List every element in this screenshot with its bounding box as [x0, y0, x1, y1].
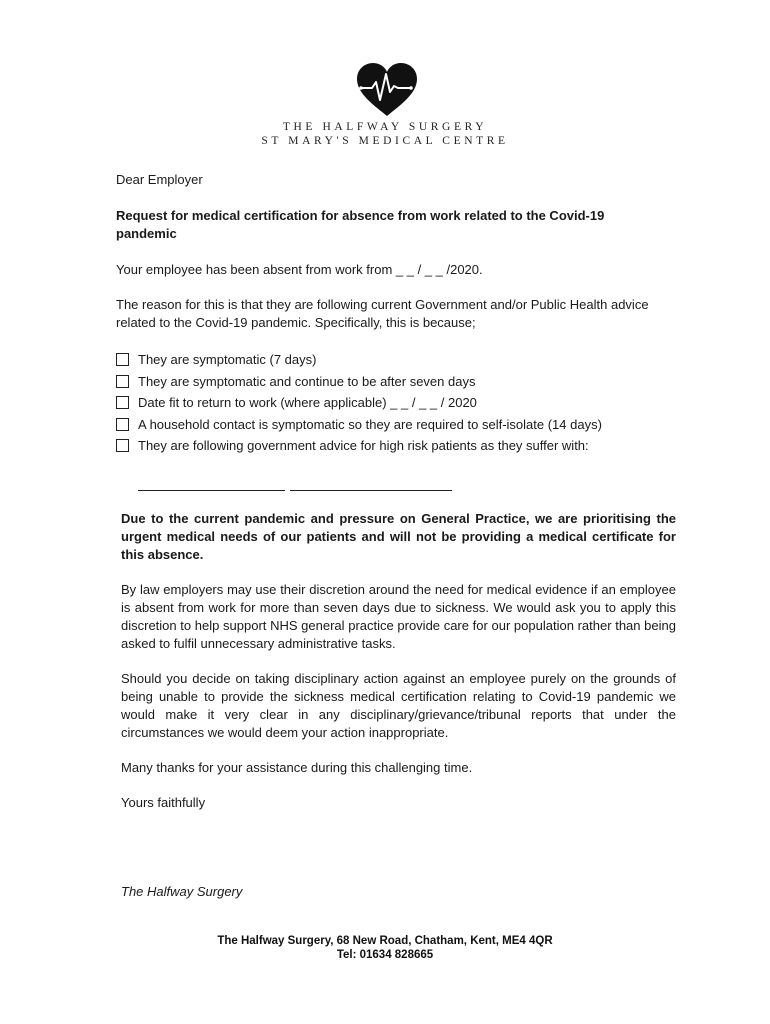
- org-subname: ST MARY'S MEDICAL CENTRE: [261, 135, 509, 147]
- checklist-item: [116, 435, 602, 457]
- disciplinary-paragraph: Should you decide on taking disciplinary action against an employee purely on the grounds of being unable to provide the sickness medical certification relating to Covid-19 pandemic we would make it very clear in any disciplinary/grievance/tribunal reports that under the circumstances we would deem your action inappropriate.: [121, 671, 676, 740]
- checklist-label: They are symptomatic (7 days): [138, 352, 317, 368]
- subject-heading: Request for medical certification for absence from work related to the Covid-19 pandemic: [116, 208, 605, 241]
- checklist-item: [116, 349, 602, 371]
- checklist-item: [116, 371, 602, 393]
- checkbox-household-contact[interactable]: [116, 418, 129, 431]
- checkbox-symptomatic-continuing[interactable]: [116, 375, 129, 388]
- condition-blank-line-2[interactable]: [290, 490, 452, 491]
- footer-telephone: Tel: 01634 828665: [336, 949, 434, 961]
- checklist-item: [116, 392, 602, 414]
- checkbox-fit-to-return[interactable]: [116, 396, 129, 409]
- checklist-item: [116, 414, 602, 436]
- checklist-label: They are following government advice for high risk patients as they suffer with:: [138, 438, 589, 454]
- checkbox-high-risk[interactable]: [116, 439, 129, 452]
- condition-blank-line-1[interactable]: [138, 490, 285, 491]
- signature: The Halfway Surgery: [121, 884, 243, 899]
- absence-date-line: Your employee has been absent from work from _ _ / _ _ /2020.: [116, 262, 483, 277]
- checklist-label: A household contact is symptomatic so they are required to self-isolate (14 days): [138, 416, 602, 432]
- law-paragraph: By law employers may use their discretion around the need for medical evidence if an employee is absent from work for more than seven days due to sickness. We would ask you to apply this discretion to help support NHS general practice provide care for our population rather than being asked to fulfil unnecessary administrative tasks.: [121, 582, 676, 651]
- closing-line: Yours faithfully: [121, 795, 206, 810]
- reason-paragraph: The reason for this is that they are following current Government and/or Public Health advice related to the Covid-19 pandemic. Specifically, this is because;: [116, 297, 649, 330]
- heart-heartbeat-icon: [355, 62, 419, 118]
- reason-checklist: [116, 349, 602, 457]
- pandemic-notice: Due to the current pandemic and pressure on General Practice, we are prioritising the urgent medical needs of our patients and will not be providing a medical certificate for this absence.: [121, 511, 676, 562]
- footer-address: The Halfway Surgery, 68 New Road, Chatham, Kent, ME4 4QR: [217, 935, 553, 947]
- checklist-label: They are symptomatic and continue to be after seven days: [138, 373, 476, 389]
- checkbox-symptomatic[interactable]: [116, 353, 129, 366]
- thanks-line: Many thanks for your assistance during this challenging time.: [121, 760, 473, 775]
- checklist-label: Date fit to return to work (where applicable) _ _ / _ _ / 2020: [138, 395, 477, 411]
- org-name: THE HALFWAY SURGERY: [282, 121, 488, 133]
- salutation: Dear Employer: [116, 172, 203, 187]
